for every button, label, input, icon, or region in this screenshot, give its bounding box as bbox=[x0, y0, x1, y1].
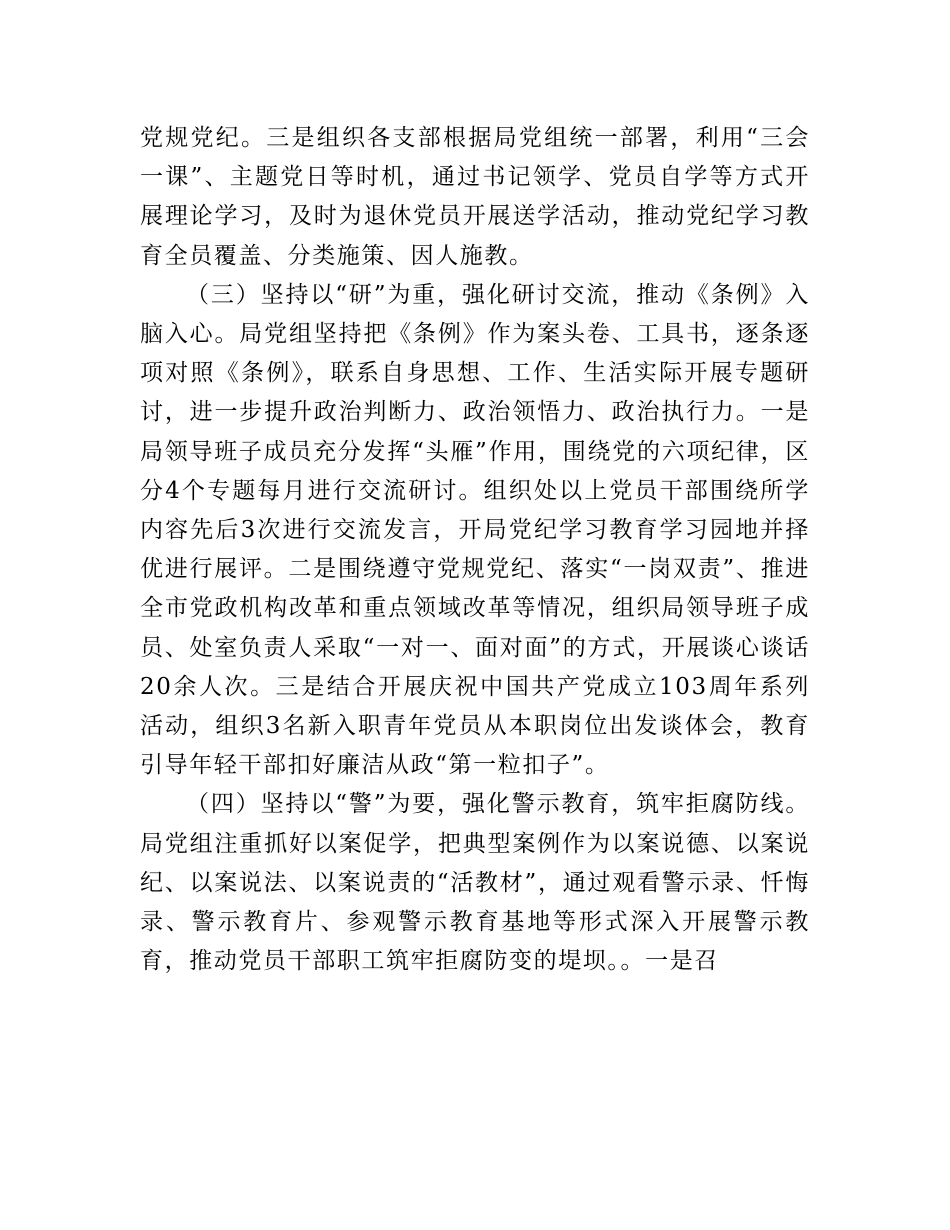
paragraph-section-three: （三）坚持以“研”为重，强化研讨交流，推动《条例》入脑入心。局党组坚持把《条例》作为案头卷、工具书，逐条逐项对照《条例》，联系自身思想、工作、生活实际开展专题研讨，进一步提升政治判断力、政治领悟力、政治执行力。一是局领导班子成员充分发挥“头雁”作用，围绕党的六项纪律，区分4个专题每月进行交流研讨。组织处以上党员干部围绕所学内容先后3次进行交流发言，开局党纪学习教育学习园地并择优进行展评。二是围绕遵守党规党纪、落实“一岗双责”、推进全市党政机构改革和重点领域改革等情况，组织局领导班子成员、处室负责人采取“一对一、面对面”的方式，开展谈心谈话20余人次。三是结合开展庆祝中国共产党成立103周年系列活动，组织3名新入职青年党员从本职岗位出发谈体会，教育引导年轻干部扣好廉洁从政“第一粒扣子”。 bbox=[140, 281, 810, 779]
paragraph-continuation: 党规党纪。三是组织各支部根据局党组统一部署，利用“三会一课”、主题党日等时机，通过书记领学、党员自学等方式开展理论学习，及时为退休党员开展送学活动，推动党纪学习教育全员覆盖、分类施策、因人施教。 bbox=[140, 125, 810, 269]
paragraph-section-four: （四）坚持以“警”为要，强化警示教育，筑牢拒腐防线。局党组注重抓好以案促学，把典型案例作为以案说德、以案说纪、以案说法、以案说责的“活教材”，通过观看警示录、忏悔录、警示教育片、参观警示教育基地等形式深入开展警示教育，推动党员干部职工筑牢拒腐防变的堤坝。。一是召 bbox=[140, 791, 810, 975]
document-body bbox=[140, 119, 810, 981]
